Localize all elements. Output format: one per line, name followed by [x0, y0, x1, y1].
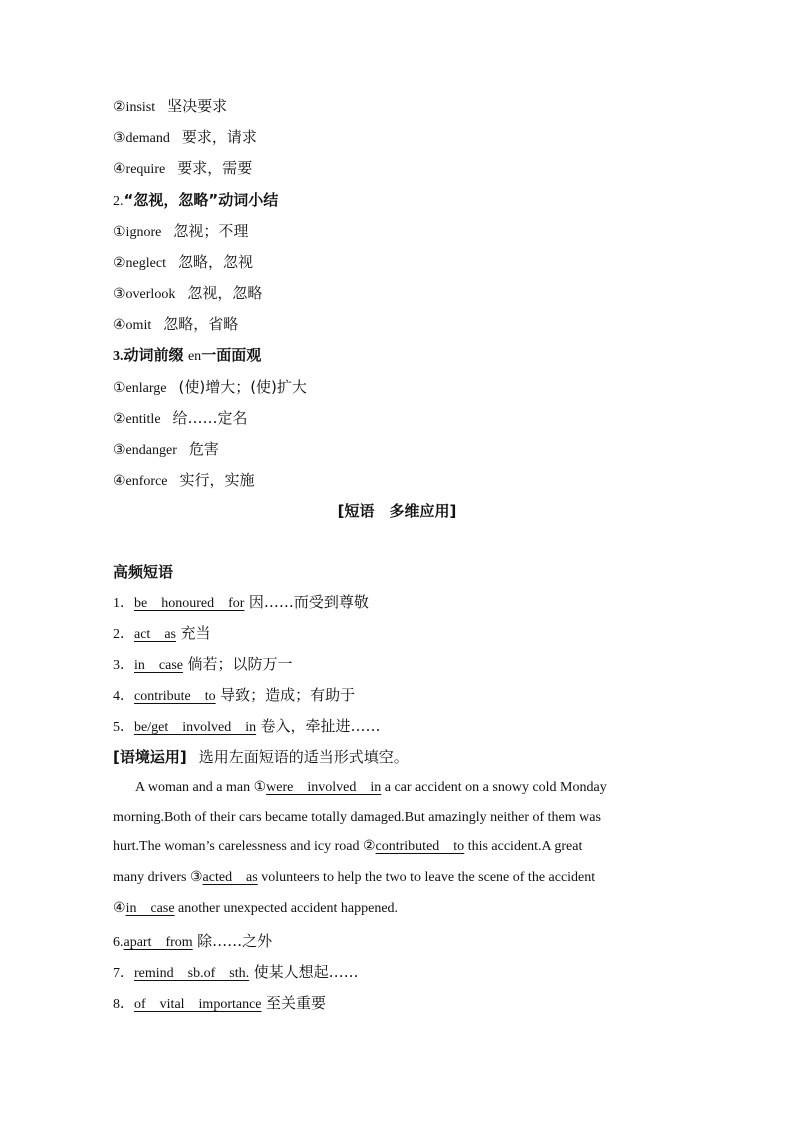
meaning: 除……之外 [197, 932, 273, 950]
definition: 坚决要求 [167, 97, 228, 115]
heading-prefix: en [187, 349, 202, 364]
phrase-item [113, 592, 369, 614]
meaning: 因……而受到尊敬 [248, 593, 369, 611]
term: ④enforce [113, 474, 168, 489]
term: ③demand [113, 131, 170, 146]
term: ②entitle [113, 412, 161, 427]
paragraph-line [113, 868, 683, 888]
definition: 忽略，忽视 [177, 253, 253, 271]
phrase-item [113, 685, 355, 707]
subsection-heading: 高频短语 [113, 563, 174, 581]
paragraph-line [113, 899, 683, 919]
list-item [113, 377, 307, 399]
item-number: 3． [113, 658, 134, 673]
term: ①enlarge [113, 381, 167, 396]
phrase: of vital importance [134, 997, 262, 1012]
paragraph-line [113, 808, 683, 828]
definition: 忽略，省略 [163, 315, 239, 333]
meaning: 卷入，牵扯进…… [260, 717, 381, 735]
definition: 忽视，忽略 [187, 284, 263, 302]
meaning: 使某人想起…… [253, 963, 359, 981]
text: ④ [113, 901, 126, 916]
term: ③overlook [113, 287, 176, 302]
paragraph-line [113, 778, 705, 798]
term: ④omit [113, 318, 152, 333]
list-item [113, 158, 252, 180]
meaning: 至关重要 [265, 994, 326, 1012]
phrase: be/get involved in [134, 720, 257, 735]
text: this accident.A great [464, 839, 583, 854]
text: morning.Both of their cars became totally damaged.But amazingly neither of them was [113, 810, 601, 825]
list-item [113, 283, 262, 305]
text: another unexpected accident happened. [174, 901, 399, 916]
phrase-item [113, 962, 359, 984]
phrase: contribute to [134, 689, 216, 704]
item-number: 7． [113, 966, 134, 981]
list-item [113, 252, 253, 274]
text: a car accident on a snowy cold Monday [381, 780, 607, 795]
context-instruction: 选用左面短语的适当形式填空。 [198, 748, 409, 766]
phrase-item [113, 654, 292, 676]
phrase-item [113, 931, 272, 953]
item-number: 4． [113, 689, 134, 704]
phrase: be honoured for [134, 596, 245, 611]
meaning: 充当 [180, 624, 211, 642]
definition: 危害 [188, 440, 219, 458]
text: volunteers to help the two to leave the scene of the accident [257, 870, 596, 885]
heading-number: 3. [113, 349, 124, 364]
list-item [113, 127, 257, 149]
context-heading [113, 747, 409, 768]
text: many drivers ③ [113, 870, 203, 885]
answer-blank: acted as [202, 870, 258, 885]
heading-text: 一面面观 [201, 346, 262, 364]
term: ②insist [113, 100, 156, 115]
definition: 忽视；不理 [173, 222, 249, 240]
definition: 要求，需要 [177, 159, 253, 177]
phrase-item [113, 716, 381, 738]
text: A woman and a man ① [135, 780, 267, 795]
section-title: [短语 多维应用] [337, 502, 457, 520]
term: ②neglect [113, 256, 166, 271]
term: ①ignore [113, 225, 162, 240]
phrase-item [113, 623, 210, 645]
meaning: 倘若；以防万一 [187, 655, 293, 673]
item-number: 8． [113, 997, 134, 1012]
meaning: 导致；造成；有助于 [220, 686, 356, 704]
item-number: 5． [113, 720, 134, 735]
phrase: apart from [123, 935, 193, 950]
heading-text: 动词前缀 [123, 346, 184, 364]
phrase: in case [134, 658, 183, 673]
definition: 给……定名 [172, 409, 248, 427]
list-item [113, 96, 227, 118]
item-number: 2． [113, 627, 134, 642]
answer-blank: in case [125, 901, 175, 916]
context-label: [语境运用] [113, 748, 187, 766]
section-heading [113, 190, 278, 212]
list-item [113, 439, 219, 461]
heading-text: “忽视，忽略”动词小结 [123, 191, 279, 209]
section-heading [113, 345, 261, 367]
phrase-item [113, 993, 326, 1015]
definition: 实行，实施 [179, 471, 255, 489]
list-item [113, 314, 238, 336]
definition: 要求，请求 [181, 128, 257, 146]
list-item [113, 408, 248, 430]
item-number: 1． [113, 596, 134, 611]
definition: (使)增大；(使)扩大 [178, 378, 307, 396]
phrase: remind sb.of sth. [134, 966, 250, 981]
text: hurt.The woman’s carelessness and icy road ② [113, 839, 376, 854]
answer-blank: contributed to [375, 839, 465, 854]
list-item [113, 470, 255, 492]
answer-blank: were involved in [266, 780, 382, 795]
term: ④require [113, 162, 166, 177]
list-item [113, 221, 248, 243]
term: ③endanger [113, 443, 177, 458]
paragraph-line [113, 837, 683, 857]
phrase: act as [134, 627, 176, 642]
heading-number: 2. [113, 194, 124, 209]
item-number: 6. [113, 935, 124, 950]
